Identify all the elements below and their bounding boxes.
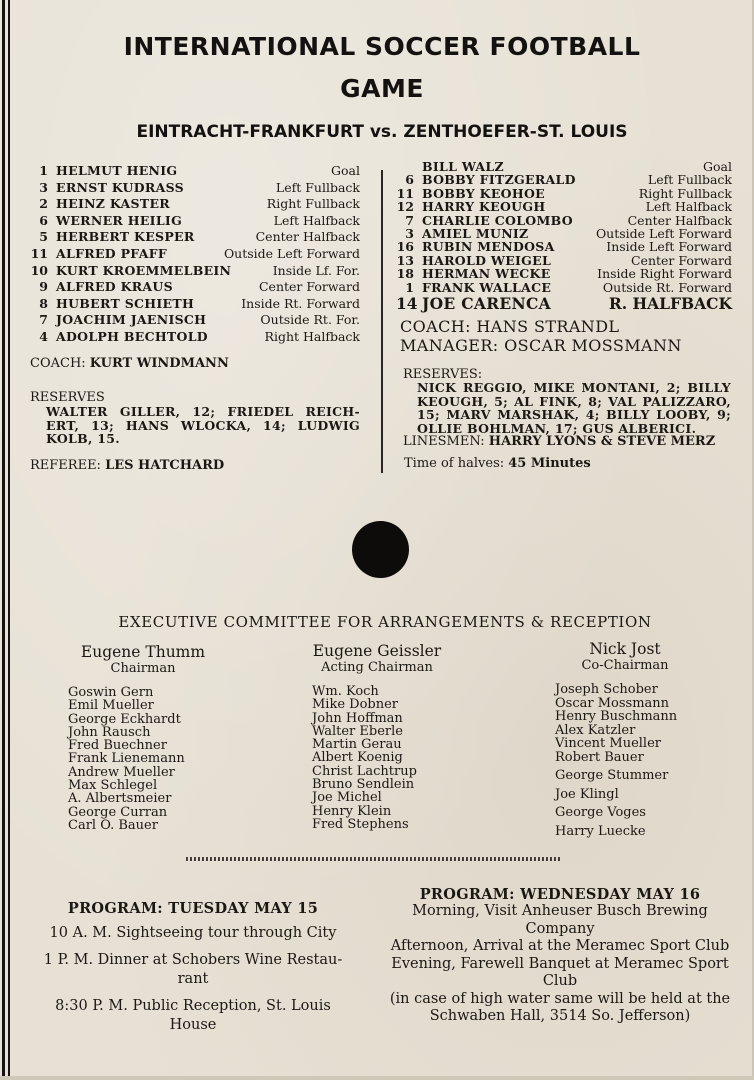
committee-member: Joseph Schober — [555, 682, 658, 697]
committee-member: A. Albertsmeier — [68, 791, 172, 807]
committee-member: Andrew Mueller — [68, 764, 175, 780]
committee-member: Joe Klingl — [555, 786, 619, 802]
player-number: 8 — [39, 295, 48, 311]
player-position: Left Halfback — [645, 199, 732, 215]
player-number: 5 — [39, 229, 48, 245]
manager-name: OSCAR MOSSMANN — [504, 336, 682, 355]
bottom-edge — [0, 1076, 754, 1080]
committee-member: Christ Lachtrup — [312, 763, 417, 779]
committee-member: Fred Buechner — [68, 738, 167, 754]
player-number: 6 — [405, 172, 414, 188]
left-border-line — [2, 0, 5, 1080]
program-wednesday — [388, 886, 732, 1026]
committee-member: George Voges — [555, 805, 646, 820]
player-row — [396, 281, 732, 294]
player-number: 16 — [396, 239, 414, 255]
home-coach — [30, 356, 229, 371]
committee-member: George Stummer — [555, 768, 669, 783]
referee-name: LES HATCHARD — [105, 458, 225, 473]
committee-member-list — [312, 685, 472, 831]
player-position: Center Forward — [258, 279, 360, 295]
program-tuesday — [38, 900, 348, 1043]
committee-member: Alex Katzler — [555, 722, 636, 738]
player-row — [396, 200, 732, 213]
player-number — [396, 160, 422, 173]
player-row — [396, 160, 732, 173]
committee-member: Bruno Sendlein — [312, 777, 415, 793]
player-position: Center Halfback — [627, 212, 732, 228]
program-item: Afternoon, Arrival at the Meramec Sport Club — [390, 938, 730, 954]
home-team-roster — [30, 163, 360, 346]
player-name: ALFRED PFAFF — [56, 245, 168, 261]
program-heading: PROGRAM: TUESDAY MAY 15 — [67, 900, 319, 917]
committee-member: Robert Bauer — [555, 749, 644, 765]
player-row — [30, 180, 360, 197]
player-name: HELMUT HENIG — [56, 163, 178, 178]
program-item: 1 P. M. Dinner at Schobers Wine Restau-rant — [43, 952, 343, 987]
player-name: RUBIN MENDOSA — [422, 239, 555, 255]
player-position: Outside Rt. Forward — [602, 279, 732, 295]
player-number: 18 — [396, 266, 414, 282]
committee-member: George Curran — [68, 804, 168, 820]
committee-member: Albert Koenig — [312, 750, 403, 766]
player-name: HARRY KEOUGH — [422, 199, 546, 215]
player-name: JOACHIM JAENISCH — [56, 312, 207, 328]
player-position: Left Fullback — [275, 179, 360, 195]
player-row — [396, 294, 732, 313]
program-item: 8:30 P. M. Public Reception, St. Louis House — [55, 998, 331, 1033]
player-row — [30, 263, 360, 280]
player-name: WERNER HEILIG — [56, 212, 183, 228]
page-title-line1: INTERNATIONAL SOCCER FOOTBALL — [123, 32, 641, 61]
manager-label: MANAGER: — [400, 336, 499, 355]
player-row — [30, 312, 360, 329]
away-team-roster — [396, 160, 732, 313]
player-row — [396, 187, 732, 200]
player-name: BOBBY KEOHOE — [422, 185, 545, 201]
player-name: FRANK WALLACE — [422, 279, 552, 295]
player-name: HAROLD WEIGEL — [422, 252, 552, 268]
coach-name: HANS STRANDL — [476, 317, 620, 336]
player-row — [30, 296, 360, 313]
player-number: 10 — [30, 262, 48, 278]
away-coach — [400, 317, 619, 336]
player-row — [30, 229, 360, 246]
player-number: 13 — [396, 252, 414, 268]
black-dot-ornament — [352, 521, 409, 578]
referee-label: REFEREE: — [30, 458, 101, 473]
player-number: 9 — [39, 279, 48, 295]
committee-head-name: Eugene Geissler — [312, 642, 442, 660]
player-name: HEINZ KASTER — [56, 196, 170, 212]
player-number: 14 — [396, 294, 418, 314]
committee-member: Henry Klein — [312, 803, 392, 819]
player-position: Inside Rt. Forward — [241, 295, 360, 311]
player-position: Center Forward — [630, 252, 732, 268]
player-row — [30, 213, 360, 230]
player-row — [396, 214, 732, 227]
committee-member: Goswin Gern — [68, 685, 154, 700]
committee-member: Emil Mueller — [68, 698, 154, 714]
player-number: 3 — [405, 226, 414, 242]
program-item: Morning, Visit Anheuser Busch Brewing Company — [412, 903, 708, 937]
player-number: 3 — [39, 179, 48, 195]
committee-member: George Eckhardt — [68, 711, 181, 727]
ornamental-divider-shadow — [188, 859, 560, 861]
left-border-line-inner — [8, 0, 10, 1080]
player-name: HUBERT SCHIETH — [56, 295, 195, 311]
player-name: AMIEL MUNIZ — [422, 226, 529, 242]
player-row — [30, 196, 360, 213]
player-position: Inside Left Forward — [606, 239, 732, 255]
committee-head-role: Acting Chairman — [321, 660, 433, 675]
player-name: KURT KROEMMELBEIN — [56, 262, 232, 278]
player-position: Left Halfback — [273, 212, 360, 228]
program-item: 10 A. M. Sightseeing tour through City — [49, 925, 337, 941]
committee-column-acting-chairman — [312, 642, 472, 831]
player-row — [396, 254, 732, 267]
player-row — [30, 163, 360, 180]
program-item: (in case of high water same will be held at the Schwaben Hall, 3514 So. Jefferson) — [389, 990, 731, 1024]
committee-member: Frank Lienemann — [68, 751, 185, 767]
home-reserves-list: WALTER GILLER, 12; FRIEDEL REICH-ERT, 13; HANS WLOCKA, 14; LUDWIG KOLB, 15. — [46, 404, 360, 446]
player-position: Outside Rt. For. — [260, 312, 360, 328]
referee — [30, 458, 224, 473]
player-name: JOE CARENCA — [422, 294, 551, 314]
player-row — [30, 279, 360, 296]
committee-head-name: Eugene Thumm — [80, 643, 206, 661]
player-row — [396, 267, 732, 280]
committee-member: Henry Buschmann — [555, 709, 678, 724]
program-item: Evening, Farewell Banquet at Meramec Sport Club — [391, 955, 729, 989]
committee-head-name: Nick Jost — [589, 640, 661, 658]
away-reserves-list: NICK REGGIO, MIKE MONTANI, 2; BILLY KEOUGH, 5; AL FINK, 8; VAL PALIZZARO, 15; MARV MARSHAK, 4; BILLY LOOBY, 9; OLLIE BOHLMAN, 17; GUS ALBERICI. — [417, 380, 731, 436]
player-position: Right Fullback — [266, 196, 360, 212]
player-row — [396, 173, 732, 186]
matchup-heading: EINTRACHT-FRANKFURT vs. ZENTHOEFER-ST. LOUIS — [136, 122, 628, 142]
committee-column-co-chairman — [555, 640, 725, 838]
home-reserves-label: RESERVES — [30, 390, 105, 405]
committee-member-list — [68, 686, 228, 832]
player-position: Goal — [331, 163, 360, 178]
committee-head-role: Co-Chairman — [581, 658, 669, 673]
linesmen — [403, 434, 715, 449]
committee-head-role: Chairman — [110, 661, 176, 676]
committee-heading: EXECUTIVE COMMITTEE FOR ARRANGEMENTS & RECEPTION — [118, 613, 652, 631]
committee-member: Mike Dobner — [312, 697, 399, 713]
player-number: 11 — [396, 185, 414, 201]
player-row — [30, 329, 360, 346]
player-position: Outside Left Forward — [595, 226, 732, 242]
player-row — [396, 227, 732, 240]
player-position: Center Halfback — [255, 229, 360, 245]
player-name: HERBERT KESPER — [56, 229, 195, 245]
committee-member: John Hoffman — [312, 710, 403, 726]
player-number: 7 — [405, 212, 414, 228]
away-manager — [400, 336, 682, 355]
player-name: BILL WALZ — [422, 159, 504, 174]
away-reserves-label: RESERVES: — [403, 367, 483, 382]
player-row — [396, 240, 732, 253]
player-number: 4 — [39, 328, 48, 344]
player-number: 11 — [30, 245, 48, 261]
halves-value: 45 Minutes — [508, 456, 591, 471]
committee-member: John Rausch — [68, 724, 151, 740]
coach-name: KURT WINDMANN — [89, 356, 229, 371]
time-of-halves — [404, 456, 591, 471]
player-number: 7 — [39, 312, 48, 328]
player-position: Inside Right Forward — [597, 266, 732, 282]
committee-member: Martin Gerau — [312, 737, 402, 753]
player-position: Left Fullback — [647, 172, 732, 188]
player-number: 1 — [39, 163, 48, 178]
coach-label: COACH: — [400, 317, 471, 336]
program-heading: PROGRAM: WEDNESDAY MAY 16 — [419, 886, 701, 903]
coach-label: COACH: — [30, 356, 86, 371]
player-name: HERMAN WECKE — [422, 266, 551, 282]
committee-member-list — [555, 683, 725, 838]
committee-member: Oscar Mossmann — [555, 695, 670, 711]
page-title-line2: GAME — [340, 74, 424, 103]
player-position: Goal — [703, 159, 732, 174]
player-name: ALFRED KRAUS — [56, 279, 173, 295]
committee-member: Wm. Koch — [312, 684, 379, 699]
player-name: BOBBY FITZGERALD — [422, 172, 576, 188]
player-position: R. HALFBACK — [608, 294, 732, 314]
player-position: Outside Left Forward — [223, 245, 360, 261]
linesmen-label: LINESMEN: — [403, 434, 485, 449]
player-name: CHARLIE COLOMBO — [422, 212, 573, 228]
player-position: Inside Lf. For. — [272, 262, 360, 278]
column-divider — [381, 170, 383, 473]
committee-member: Harry Luecke — [555, 823, 646, 839]
committee-member: Joe Michel — [312, 790, 382, 806]
committee-column-chairman — [68, 643, 228, 832]
committee-member: Walter Eberle — [312, 723, 403, 739]
player-number: 12 — [396, 199, 414, 215]
committee-member: Vincent Mueller — [555, 736, 661, 751]
player-name: ADOLPH BECHTOLD — [56, 328, 208, 344]
linesmen-names: HARRY LYONS & STEVE MERZ — [488, 434, 716, 449]
player-number: 1 — [405, 279, 414, 295]
halves-label: Time of halves: — [404, 456, 505, 471]
player-number: 2 — [39, 196, 48, 212]
player-name: ERNST KUDRASS — [56, 179, 184, 195]
committee-member: Fred Stephens — [312, 816, 409, 832]
committee-member: Carl O. Bauer — [68, 817, 158, 833]
player-position: Right Fullback — [638, 185, 732, 201]
player-position: Right Halfback — [264, 328, 360, 344]
player-row — [30, 246, 360, 263]
committee-member: Max Schlegel — [68, 778, 158, 794]
player-number: 6 — [39, 212, 48, 228]
